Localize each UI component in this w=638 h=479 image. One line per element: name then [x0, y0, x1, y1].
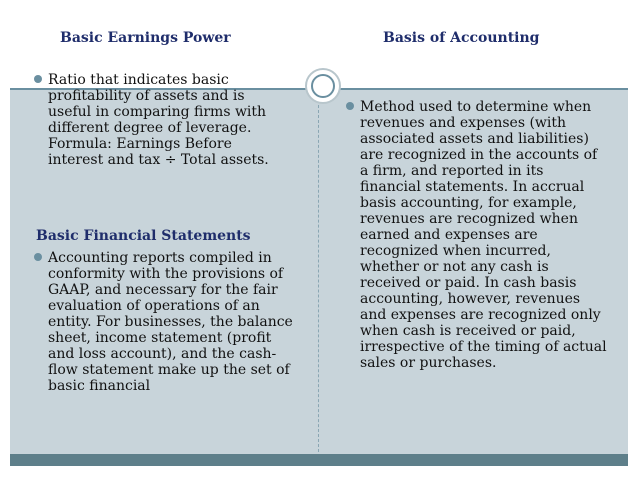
left-subheading: Basic Financial Statements	[36, 228, 251, 244]
footer-band	[10, 454, 628, 466]
right-heading: Basis of Accounting	[383, 30, 540, 46]
bullet-icon	[34, 75, 42, 83]
right-bullet-basis-of-accounting: Method used to determine when revenues and expenses (with associated assets and liabilities) are recognized in the accounts of a firm, and reported in its financial statements. In accrual basis accounting, for example, revenues are recognized when earned and expenses are recognized when incurred, whether or not any cash is received or paid. In cash basis accounting, however, revenues and expenses are recognized only when cash is received or paid, irrespective of the timing of actual sales or purchases.	[360, 99, 608, 371]
circle-ornament-icon	[305, 68, 341, 104]
left-bullet-basic-financial-statements: Accounting reports compiled in conformity with the provisions of GAAP, and necessary for the fair evaluation of operations of an entity. For businesses, the balance sheet, income statement (profit and loss account), and the cash-flow statement make up the set of basic financial	[48, 250, 294, 394]
left-heading: Basic Earnings Power	[60, 30, 231, 46]
left-bullet-basic-earnings-power: Ratio that indicates basic profitability of assets and is useful in comparing firms with different degree of leverage. Formula: Earnings Before interest and tax ÷ Total assets.	[48, 72, 286, 168]
column-divider	[318, 100, 319, 452]
bullet-icon	[346, 102, 354, 110]
bullet-icon	[34, 253, 42, 261]
